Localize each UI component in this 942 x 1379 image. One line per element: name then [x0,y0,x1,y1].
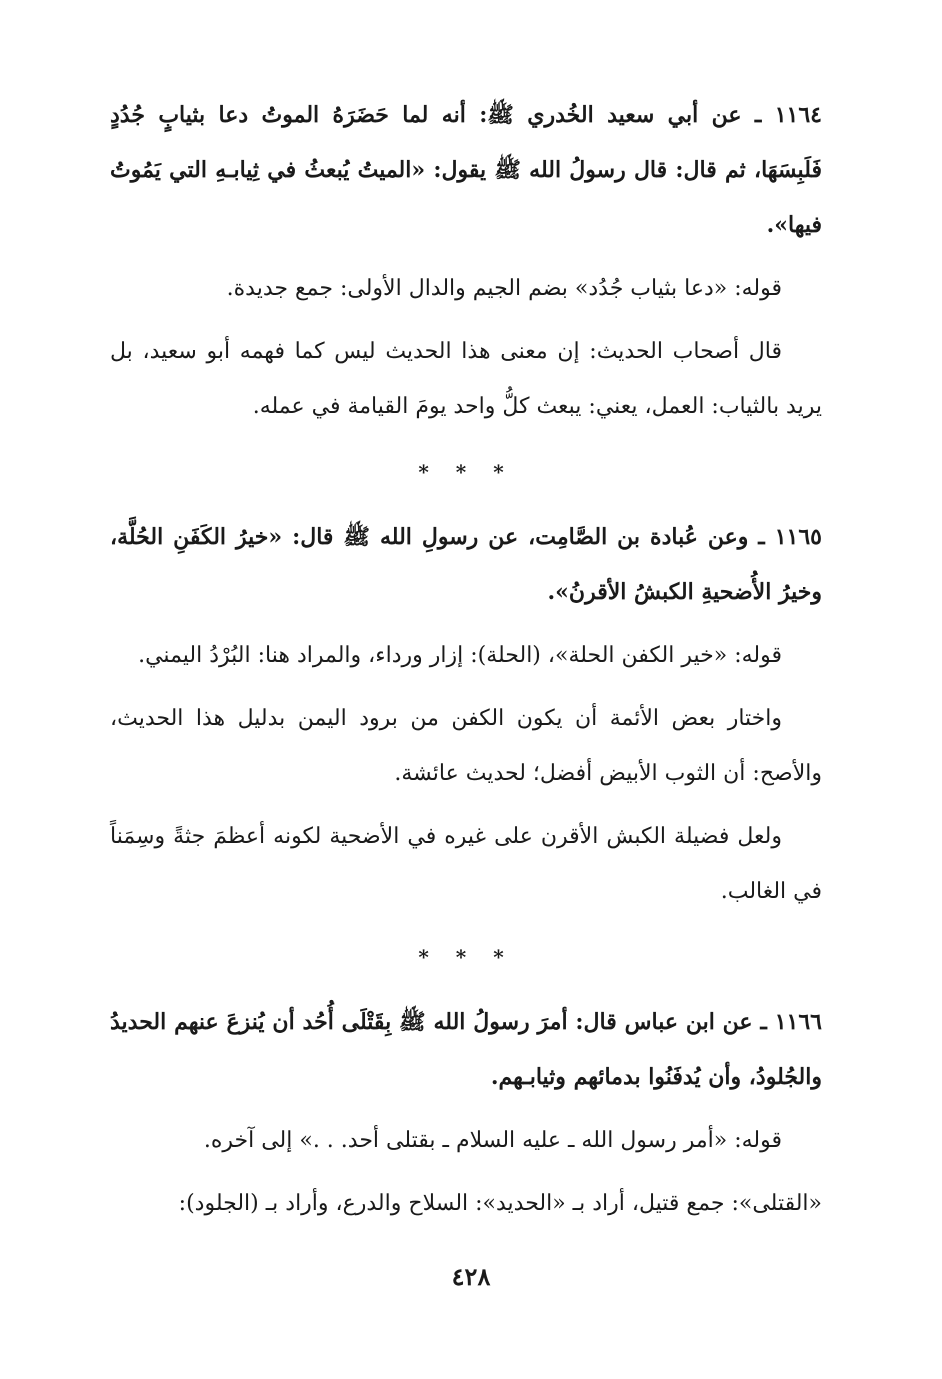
commentary-1166-1: قوله: «أمر رسول الله ـ عليه السلام ـ بقتلى أحد. . .» إلى آخره. [203,1128,782,1153]
commentary-1166-2: «القتلى»: جمع قتيل، أراد بـ «الحديد»: السلاح والدرع، وأراد بـ (الجلود): [178,1191,822,1216]
commentary-1165-3: ولعل فضيلة الكبش الأقرن على غيره في الأضحية لكونه أعظمَ جثةً وسِمَناً في الغالب. [110,824,822,904]
hadith-1164: ١١٦٤ ـ عن أبي سعيد الخُدري ﷺ: أنه لما حَضَرَهُ الموتُ دعا بثيابٍ جُدُدٍ فَلَبِسَهَا، ثم قال: قال رسولُ الله ﷺ يقول: «الميتُ يُبعثُ في ثِيابـهِ التي يَمُوتُ فيها». [110,102,822,238]
page-number: ٤٢٨ [451,1262,491,1291]
commentary-1164-2: قال أصحاب الحديث: إن معنى هذا الحديث ليس كما فهمه أبو سعيد، بل يريد بالثياب: العمل، يعني: يبعث كلُّ واحد يومَ القيامة في عمله. [110,339,822,419]
page-body [110,88,822,1231]
hadith-1166: ١١٦٦ ـ عن ابن عباس قال: أمرَ رسولُ الله ﷺ بِقَتْلَى أُحُد أن يُنزعَ عنهم الحديدُ والجُلودُ، وأن يُدفَنُوا بدمائهم وثيابـهم. [110,1009,822,1090]
commentary-1165-2: واختار بعض الأئمة أن يكون الكفن من برود اليمن بدليل هذا الحديث، والأصح: أن الثوب الأبيض أفضل؛ لحديث عائشة. [110,706,822,786]
hadith-1165: ١١٦٥ ـ وعن عُبادة بن الصَّامِت، عن رسولِ الله ﷺ قال: «خيرُ الكَفَنِ الحُلَّة، وخيرُ الأُضحيةِ الكبشُ الأقرنُ». [110,524,822,605]
commentary-1164-1: قوله: «دعا بثياب جُدُد» بضم الجيم والدال الأولى: جمع جديدة. [226,276,782,301]
section-separator: * * * [418,945,514,969]
commentary-1165-1: قوله: «خير الكفن الحلة»، (الحلة): إزار ورداء، والمراد هنا: البُرْدُ اليمني. [138,643,782,668]
section-separator: * * * [418,460,514,484]
